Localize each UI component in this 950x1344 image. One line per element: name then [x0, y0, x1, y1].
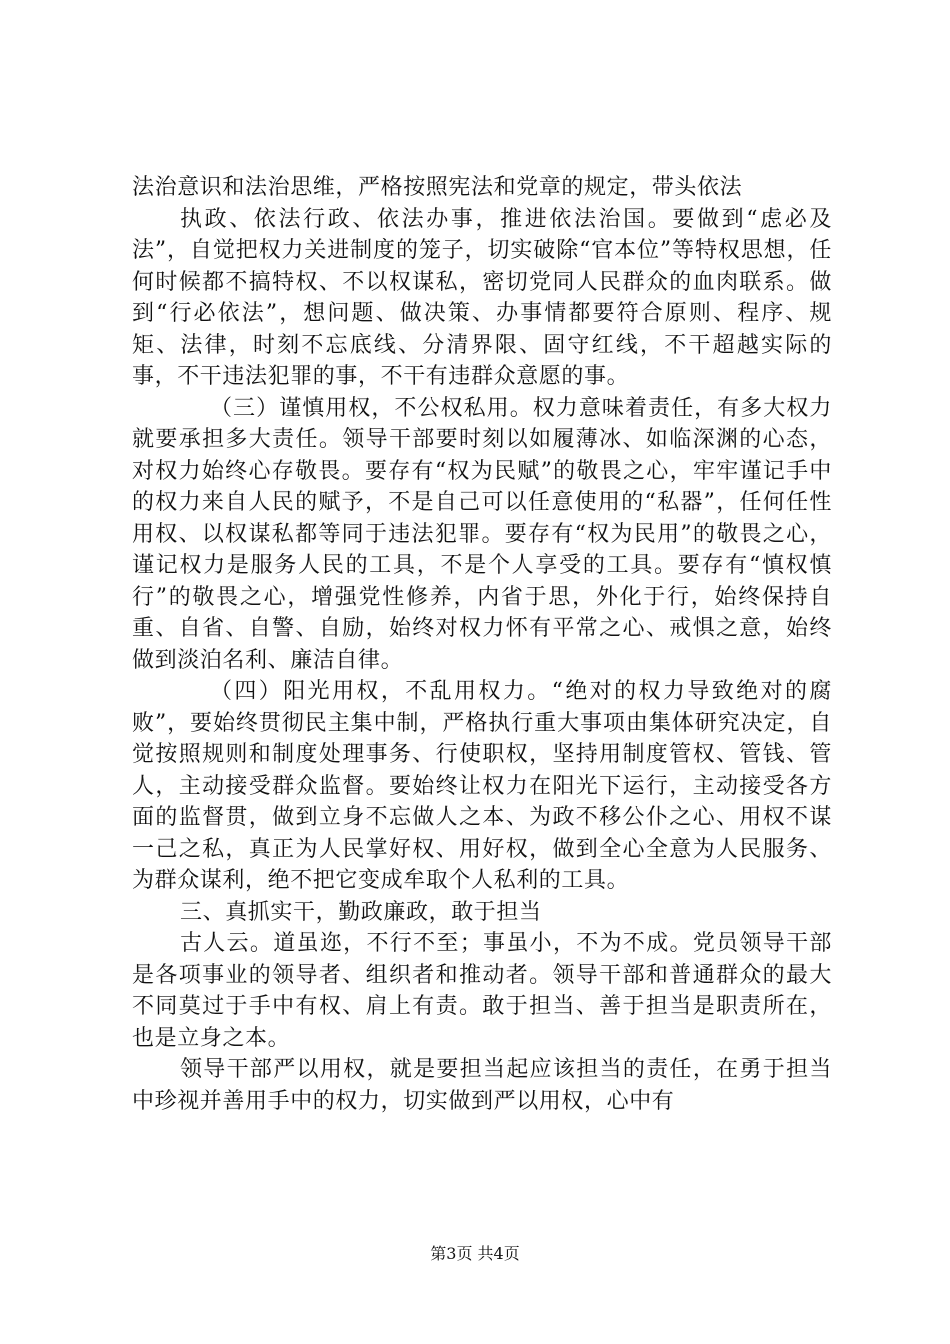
paragraph-4: （四）阳光用权，不乱用权力。“绝对的权力导致绝对的腐败”，要始终贯彻民主集中制，严格执行重大事项由集体研究决定，自觉按照规则和制度处理事务、行使职权，坚持用制度管权、管钱、管人，主动接受群众监督。要始终让权力在阳光下运行，主动接受各方面的监督贯，做到立身不忘做人之本、为政不移公仆之心、用权不谋一己之私，真正为人民掌好权、用好权，做到全心全意为人民服务、为群众谋利，绝不把它变成牟取个人私利的工具。	[132, 679, 832, 893]
paragraph-6: 领导干部严以用权，就是要担当起应该担当的责任，在勇于担当中珍视并善用手中的权力，切实做到严以用权，心中有	[132, 1057, 832, 1114]
section-heading: 三、真抓实干，勤政廉政，敢于担当	[180, 899, 542, 925]
page-footer: 第3页 共4页	[430, 1244, 520, 1263]
document-body	[132, 172, 832, 1117]
paragraph-5: 古人云。道虽迩，不行不至；事虽小，不为不成。党员领导干部是各项事业的领导者、组织者和推动者。领导干部和普通群众的最大不同莫过于手中有权、肩上有责。敢于担当、善于担当是职责所在，也是立身之本。	[132, 931, 832, 1051]
paragraph-3: （三）谨慎用权，不公权私用。权力意味着责任，有多大权力就要承担多大责任。领导干部要时刻以如履薄冰、如临深渊的心态，对权力始终心存敬畏。要存有“权为民赋”的敬畏之心，牢牢谨记手中的权力来自人民的赋予，不是自己可以任意使用的“私器”，任何任性用权、以权谋私都等同于违法犯罪。要存有“权为民用”的敬畏之心，谨记权力是服务人民的工具，不是个人享受的工具。要存有“慎权慎行”的敬畏之心，增强党性修养，内省于思，外化于行，始终保持自重、自省、自警、自励，始终对权力怀有平常之心、戒惧之意，始终做到淡泊名利、廉洁自律。	[132, 395, 832, 673]
paragraph-2: 执政、依法行政、依法办事，推进依法治国。要做到“虑必及法”，自觉把权力关进制度的笼子，切实破除“官本位”等特权思想，任何时候都不搞特权、不以权谋私，密切党同人民群众的血肉联系。做到“行必依法”，想问题、做决策、办事情都要符合原则、程序、规矩、法律，时刻不忘底线、分清界限、固守红线，不干超越实际的事，不干违法犯罪的事，不干有违群众意愿的事。	[132, 206, 832, 389]
paragraph-1: 法治意识和法治思维，严格按照宪法和党章的规定，带头依法	[132, 175, 743, 200]
